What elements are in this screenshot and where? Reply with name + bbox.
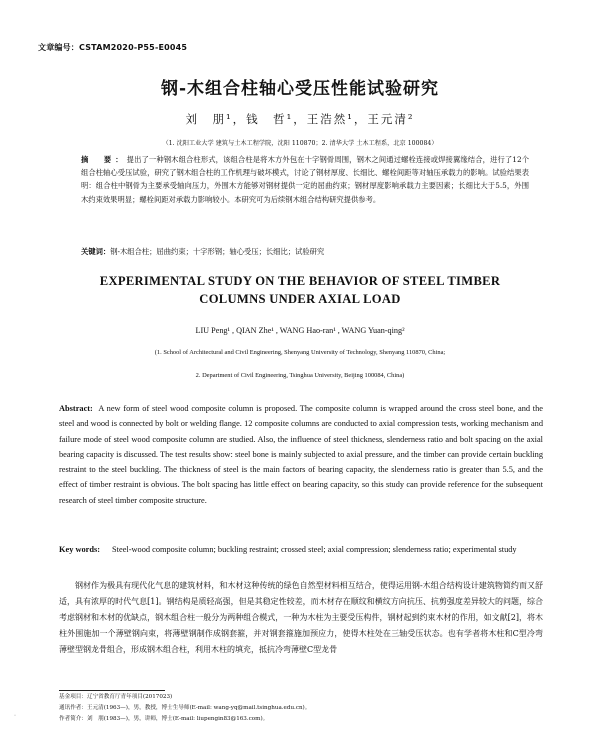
- english-abstract: [59, 401, 543, 508]
- english-title: [0, 272, 600, 308]
- english-affiliation-1: (1. School of Architectural and Civil Engineering, Shenyang University of Technology, Shenyang 110870, China;: [154, 349, 446, 356]
- english-affiliation-2: 2. Department of Civil Engineering, Tsinghua University, Beijing 100084, China): [195, 372, 405, 379]
- chinese-title: 钢-木组合柱轴心受压性能试验研究: [160, 79, 440, 99]
- footnote-divider: [59, 690, 165, 691]
- english-abstract-text: A new form of steel wood composite column is proposed. The composite column is wrapped around the cross steel bone, and the steel and wood is connected by bolt or welding flange. 12 composite columns are conducted to axial compression tests, working mechanism and failure mode of steel wood composite column are studied. Also, the influence of steel thickness, slenderness ratio and bolt spacing on the axial bearing capacity is discussed. The test results show: steel bone is mainly subjected to axial pressure, and the timber can provide certain buckling restraint to the steel buckling. The thickness of steel is the main factors of bearing capacity, the slenderness ratio is greater than 5.5, and the effect of timber restraint is obvious. The bolt spacing has little effect on bearing capacity, so this study can provide reference for the subsequent research of steel timber composite structure.: [59, 404, 543, 505]
- chinese-abstract: [81, 153, 529, 206]
- footnote-corresponding-author: 通讯作者：王元清(1963—)，男，教授，博士生导师(E-mail: wang-yq@mail.tsinghua.edu.cn)。: [59, 705, 311, 711]
- english-abstract-label: Abstract:: [59, 404, 93, 413]
- chinese-keywords-label: 关键词：: [81, 247, 111, 256]
- chinese-keywords: [81, 245, 529, 258]
- english-title-line-2: COLUMNS UNDER AXIAL LOAD: [199, 292, 401, 306]
- article-number: 文章编号：CSTAM2020-P55-E0045: [38, 43, 188, 52]
- margin-mark: ·: [14, 713, 16, 719]
- body-paragraph: 钢材作为极具有现代化气息的建筑材料，和木材这种传统的绿色自然型材料相互结合，使得运用钢-木组合结构设计建筑物简约而又舒适，具有浓厚的时代气息[1]。钢结构是质轻高强，但是其稳定性较差，而木材存在顺纹和横纹方向抗压、抗剪强度差异较大的问题，综合考虑钢材和木材的优缺点，钢木组合柱一般分为两种组合模式，一种为木柱为主要受压构件，钢材起到约束木材的作用，如文献[2]，将木柱外围施加一个薄壁钢向束，将薄壁钢制作成钢套箍，并对钢套箍施加预应力，使得木柱处在三轴受压状态。也有学者将木柱和C型冷弯薄壁型钢龙骨组合，形成钢木组合柱，利用木柱的填充，抵抗冷弯薄壁C型龙骨: [59, 581, 543, 654]
- english-keywords: [59, 542, 543, 557]
- english-keywords-text: Steel-wood composite column; buckling restraint; crossed steel; axial compression; slenderness ratio; experimental study: [112, 545, 517, 554]
- english-keywords-label: Key words:: [59, 545, 101, 554]
- chinese-abstract-label: 摘 要：: [81, 155, 127, 164]
- english-title-line-1: EXPERIMENTAL STUDY ON THE BEHAVIOR OF STEEL TIMBER: [99, 274, 501, 288]
- chinese-authors: 刘 朋¹，钱 哲¹，王浩然¹，王元清²: [185, 112, 415, 126]
- chinese-affiliations: （1. 沈阳工业大学 建筑与土木工程学院，沈阳 110870；2. 清华大学 土木工程系，北京 100084）: [162, 140, 438, 147]
- chinese-keywords-text: 钢-木组合柱；屈曲约束；十字形钢；轴心受压；长细比；试验研究: [110, 247, 325, 256]
- english-authors: LIU Peng¹ , QIAN Zhe¹ , WANG Hao-ran¹ , WANG Yuan-qing²: [195, 326, 405, 335]
- footnote-first-author: 作者简介：刘 朋(1983—)，男，讲师，博士(E-mail: liupengin83@163.com)。: [59, 716, 269, 722]
- footnote-fund: 基金项目：辽宁省教育厅青年项目(2017023): [59, 694, 173, 700]
- chinese-abstract-text: 提出了一种钢木组合柱形式，该组合柱是将木方外包在十字钢骨周围，钢木之间通过螺栓连接或焊接翼缘结合，进行了12个组合柱轴心受压试验，研究了钢木组合柱的工作机理与破坏模式，讨论了钢材厚度、长细比、螺栓间距等对轴压承载力的影响。试验结果表明：组合柱中钢骨为主要承受轴向压力，外围木方能够对钢材提供一定的屈曲约束；钢材厚度影响承载力主要因素；长细比大于5.5，外围木约束效果明显；螺栓间距对承载力影响较小。本研究可为后续钢木组合结构研究提供参考。: [81, 155, 530, 204]
